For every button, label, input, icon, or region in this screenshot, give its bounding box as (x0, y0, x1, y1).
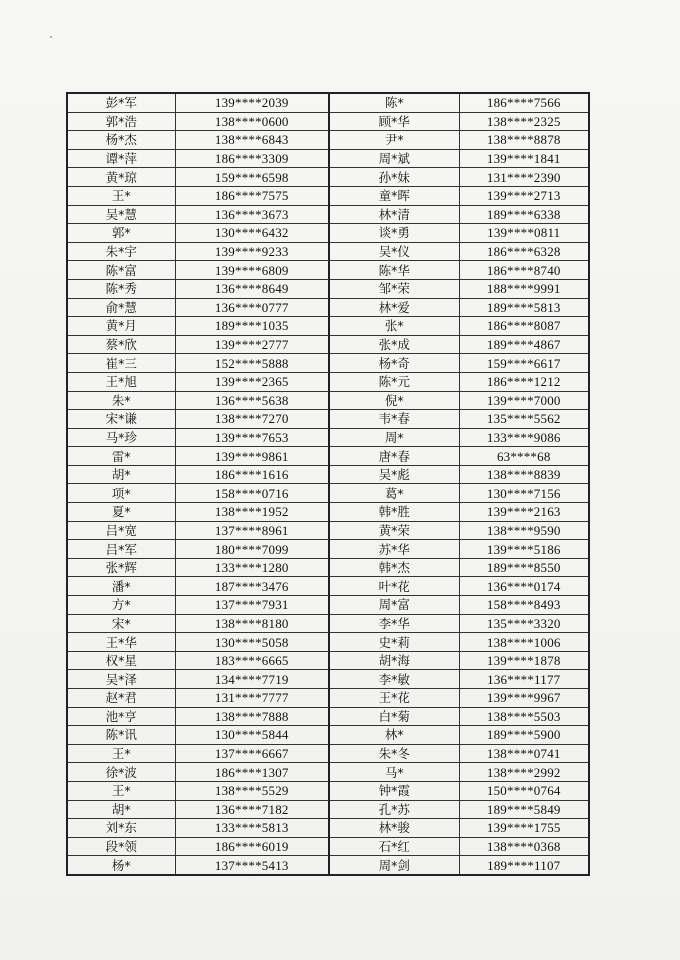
name-cell-left: 黄*月 (67, 317, 175, 336)
table-row (67, 484, 589, 503)
name-cell-right: 周*富 (329, 596, 459, 615)
name-cell-right: 周* (329, 428, 459, 447)
name-cell-right: 韩*胜 (329, 503, 459, 522)
table-row (67, 726, 589, 745)
phone-cell-left: 138****0600 (175, 112, 329, 131)
name-cell-left: 吕*军 (67, 540, 175, 559)
table-row (67, 279, 589, 298)
phone-cell-right: 133****9086 (459, 428, 589, 447)
phone-cell-left: 130****6432 (175, 224, 329, 243)
phone-cell-right: 158****8493 (459, 596, 589, 615)
phone-cell-right: 138****8878 (459, 131, 589, 150)
table-row (67, 447, 589, 466)
phone-cell-left: 133****1280 (175, 558, 329, 577)
name-cell-left: 蔡*欣 (67, 335, 175, 354)
phone-cell-left: 139****9861 (175, 447, 329, 466)
table-row (67, 298, 589, 317)
name-cell-right: 李*敏 (329, 670, 459, 689)
phone-cell-left: 138****6843 (175, 131, 329, 150)
table-row (67, 112, 589, 131)
name-cell-left: 王* (67, 781, 175, 800)
table-row (67, 707, 589, 726)
name-cell-right: 顾*华 (329, 112, 459, 131)
name-cell-left: 俞*慧 (67, 298, 175, 317)
phone-cell-right: 186****1212 (459, 372, 589, 391)
phone-cell-right: 139****2163 (459, 503, 589, 522)
name-cell-right: 张* (329, 317, 459, 336)
table-row (67, 558, 589, 577)
phone-cell-left: 138****8180 (175, 614, 329, 633)
name-cell-left: 杨* (67, 856, 175, 875)
name-cell-right: 黄*荣 (329, 521, 459, 540)
phone-cell-right: 138****0741 (459, 744, 589, 763)
name-cell-right: 林*骏 (329, 819, 459, 838)
name-cell-right: 王*花 (329, 689, 459, 708)
phone-cell-right: 188****9991 (459, 279, 589, 298)
phone-cell-left: 134****7719 (175, 670, 329, 689)
name-cell-right: 邹*荣 (329, 279, 459, 298)
name-cell-right: 陈* (329, 93, 459, 112)
name-cell-left: 彭*军 (67, 93, 175, 112)
table-row (67, 521, 589, 540)
phone-cell-left: 136****0777 (175, 298, 329, 317)
name-cell-left: 胡* (67, 800, 175, 819)
table-row (67, 372, 589, 391)
phone-cell-left: 137****6667 (175, 744, 329, 763)
table-row (67, 781, 589, 800)
phone-cell-left: 137****8961 (175, 521, 329, 540)
phone-cell-left: 137****5413 (175, 856, 329, 875)
table-row (67, 670, 589, 689)
name-cell-left: 胡* (67, 465, 175, 484)
phone-cell-left: 139****9233 (175, 242, 329, 261)
name-cell-right: 钟*霞 (329, 781, 459, 800)
name-cell-left: 雷* (67, 447, 175, 466)
phone-cell-left: 139****6809 (175, 261, 329, 280)
phone-cell-right: 139****0811 (459, 224, 589, 243)
name-cell-right: 白*菊 (329, 707, 459, 726)
table-row (67, 503, 589, 522)
table-row (67, 261, 589, 280)
name-cell-left: 马*珍 (67, 428, 175, 447)
table-row (67, 744, 589, 763)
name-cell-right: 胡*海 (329, 651, 459, 670)
phone-cell-right: 130****7156 (459, 484, 589, 503)
phone-cell-right: 139****1841 (459, 149, 589, 168)
phone-cell-right: 189****5849 (459, 800, 589, 819)
name-cell-left: 谭*萍 (67, 149, 175, 168)
table-row (67, 689, 589, 708)
name-cell-right: 史*莉 (329, 633, 459, 652)
phone-cell-left: 133****5813 (175, 819, 329, 838)
contact-roster-table (66, 92, 590, 876)
phone-cell-left: 159****6598 (175, 168, 329, 187)
name-cell-left: 徐*波 (67, 763, 175, 782)
name-cell-left: 池*亨 (67, 707, 175, 726)
phone-cell-left: 139****2777 (175, 335, 329, 354)
name-cell-right: 童*晖 (329, 186, 459, 205)
name-cell-left: 陈*讯 (67, 726, 175, 745)
name-cell-left: 王*华 (67, 633, 175, 652)
name-cell-right: 苏*华 (329, 540, 459, 559)
name-cell-right: 林*清 (329, 205, 459, 224)
phone-cell-left: 158****0716 (175, 484, 329, 503)
phone-cell-right: 139****9967 (459, 689, 589, 708)
phone-cell-right: 138****0368 (459, 837, 589, 856)
table-row (67, 633, 589, 652)
table-row (67, 224, 589, 243)
phone-cell-left: 139****7653 (175, 428, 329, 447)
name-cell-left: 吕*宽 (67, 521, 175, 540)
scan-speck (50, 36, 52, 38)
name-cell-left: 权*星 (67, 651, 175, 670)
phone-cell-right: 189****6338 (459, 205, 589, 224)
name-cell-left: 郭* (67, 224, 175, 243)
phone-cell-right: 135****5562 (459, 410, 589, 429)
name-cell-right: 陈*华 (329, 261, 459, 280)
name-cell-left: 崔*三 (67, 354, 175, 373)
table-row (67, 410, 589, 429)
phone-cell-left: 189****1035 (175, 317, 329, 336)
name-cell-left: 朱*宇 (67, 242, 175, 261)
table-row (67, 149, 589, 168)
table-row (67, 168, 589, 187)
table-row (67, 205, 589, 224)
phone-cell-right: 139****1755 (459, 819, 589, 838)
name-cell-left: 夏* (67, 503, 175, 522)
phone-cell-left: 139****2365 (175, 372, 329, 391)
table-row (67, 614, 589, 633)
phone-cell-right: 139****2713 (459, 186, 589, 205)
phone-cell-right: 189****8550 (459, 558, 589, 577)
table-row (67, 837, 589, 856)
phone-cell-left: 186****3309 (175, 149, 329, 168)
phone-cell-left: 138****1952 (175, 503, 329, 522)
name-cell-right: 孙*妹 (329, 168, 459, 187)
phone-cell-left: 186****7575 (175, 186, 329, 205)
name-cell-right: 杨*奇 (329, 354, 459, 373)
name-cell-left: 刘*东 (67, 819, 175, 838)
name-cell-left: 吴*慧 (67, 205, 175, 224)
table-row (67, 354, 589, 373)
phone-cell-left: 138****5529 (175, 781, 329, 800)
phone-cell-right: 189****5813 (459, 298, 589, 317)
phone-cell-left: 186****1616 (175, 465, 329, 484)
phone-cell-left: 138****7888 (175, 707, 329, 726)
table-row (67, 242, 589, 261)
phone-cell-right: 186****8087 (459, 317, 589, 336)
phone-cell-right: 186****6328 (459, 242, 589, 261)
phone-cell-right: 138****2992 (459, 763, 589, 782)
name-cell-left: 王* (67, 186, 175, 205)
phone-cell-right: 139****1878 (459, 651, 589, 670)
name-cell-right: 石*红 (329, 837, 459, 856)
name-cell-right: 倪* (329, 391, 459, 410)
phone-cell-right: 159****6617 (459, 354, 589, 373)
name-cell-left: 吴*泽 (67, 670, 175, 689)
name-cell-right: 陈*元 (329, 372, 459, 391)
name-cell-right: 唐*春 (329, 447, 459, 466)
phone-cell-right: 63****68 (459, 447, 589, 466)
name-cell-left: 赵*君 (67, 689, 175, 708)
phone-cell-left: 136****7182 (175, 800, 329, 819)
phone-cell-left: 136****3673 (175, 205, 329, 224)
name-cell-right: 谈*勇 (329, 224, 459, 243)
table-row (67, 577, 589, 596)
table-row (67, 465, 589, 484)
phone-cell-right: 138****2325 (459, 112, 589, 131)
name-cell-right: 李*华 (329, 614, 459, 633)
name-cell-left: 王*旭 (67, 372, 175, 391)
name-cell-left: 陈*秀 (67, 279, 175, 298)
name-cell-right: 孔*苏 (329, 800, 459, 819)
name-cell-left: 朱* (67, 391, 175, 410)
name-cell-right: 马* (329, 763, 459, 782)
phone-cell-left: 183****6665 (175, 651, 329, 670)
phone-cell-right: 136****0174 (459, 577, 589, 596)
name-cell-left: 陈*富 (67, 261, 175, 280)
table-row (67, 93, 589, 112)
phone-cell-right: 150****0764 (459, 781, 589, 800)
name-cell-left: 郭*浩 (67, 112, 175, 131)
phone-cell-right: 138****9590 (459, 521, 589, 540)
name-cell-right: 周*剑 (329, 856, 459, 875)
name-cell-right: 张*成 (329, 335, 459, 354)
phone-cell-left: 180****7099 (175, 540, 329, 559)
roster-body (67, 93, 589, 875)
name-cell-right: 韩*杰 (329, 558, 459, 577)
name-cell-right: 吴*彪 (329, 465, 459, 484)
name-cell-right: 尹* (329, 131, 459, 150)
table-row (67, 763, 589, 782)
phone-cell-right: 186****7566 (459, 93, 589, 112)
name-cell-left: 方* (67, 596, 175, 615)
phone-cell-left: 136****5638 (175, 391, 329, 410)
phone-cell-left: 186****6019 (175, 837, 329, 856)
table-row (67, 317, 589, 336)
phone-cell-right: 139****7000 (459, 391, 589, 410)
table-row (67, 651, 589, 670)
name-cell-left: 黄*琼 (67, 168, 175, 187)
phone-cell-left: 139****2039 (175, 93, 329, 112)
phone-cell-left: 130****5058 (175, 633, 329, 652)
name-cell-left: 段*领 (67, 837, 175, 856)
phone-cell-right: 189****4867 (459, 335, 589, 354)
phone-cell-right: 138****1006 (459, 633, 589, 652)
phone-cell-right: 138****5503 (459, 707, 589, 726)
name-cell-right: 周*斌 (329, 149, 459, 168)
name-cell-right: 吴*仪 (329, 242, 459, 261)
phone-cell-right: 131****2390 (459, 168, 589, 187)
table-row (67, 540, 589, 559)
phone-cell-right: 138****8839 (459, 465, 589, 484)
table-row (67, 856, 589, 875)
name-cell-right: 叶*花 (329, 577, 459, 596)
name-cell-right: 葛* (329, 484, 459, 503)
name-cell-left: 杨*杰 (67, 131, 175, 150)
table-row (67, 819, 589, 838)
phone-cell-right: 189****1107 (459, 856, 589, 875)
phone-cell-right: 136****1177 (459, 670, 589, 689)
name-cell-left: 张*辉 (67, 558, 175, 577)
phone-cell-right: 186****8740 (459, 261, 589, 280)
phone-cell-left: 138****7270 (175, 410, 329, 429)
phone-cell-right: 189****5900 (459, 726, 589, 745)
table-row (67, 131, 589, 150)
table-row (67, 391, 589, 410)
phone-cell-left: 137****7931 (175, 596, 329, 615)
table-row (67, 428, 589, 447)
phone-cell-left: 152****5888 (175, 354, 329, 373)
name-cell-left: 宋*谦 (67, 410, 175, 429)
name-cell-left: 潘* (67, 577, 175, 596)
phone-cell-left: 130****5844 (175, 726, 329, 745)
table-row (67, 800, 589, 819)
phone-cell-left: 136****8649 (175, 279, 329, 298)
name-cell-right: 林*爱 (329, 298, 459, 317)
table-row (67, 186, 589, 205)
name-cell-right: 林* (329, 726, 459, 745)
phone-cell-left: 187****3476 (175, 577, 329, 596)
phone-cell-right: 139****5186 (459, 540, 589, 559)
table-row (67, 596, 589, 615)
phone-cell-right: 135****3320 (459, 614, 589, 633)
name-cell-left: 王* (67, 744, 175, 763)
name-cell-right: 朱*冬 (329, 744, 459, 763)
phone-cell-left: 131****7777 (175, 689, 329, 708)
phone-cell-left: 186****1307 (175, 763, 329, 782)
name-cell-right: 韦*春 (329, 410, 459, 429)
table-row (67, 335, 589, 354)
name-cell-left: 宋* (67, 614, 175, 633)
name-cell-left: 项* (67, 484, 175, 503)
